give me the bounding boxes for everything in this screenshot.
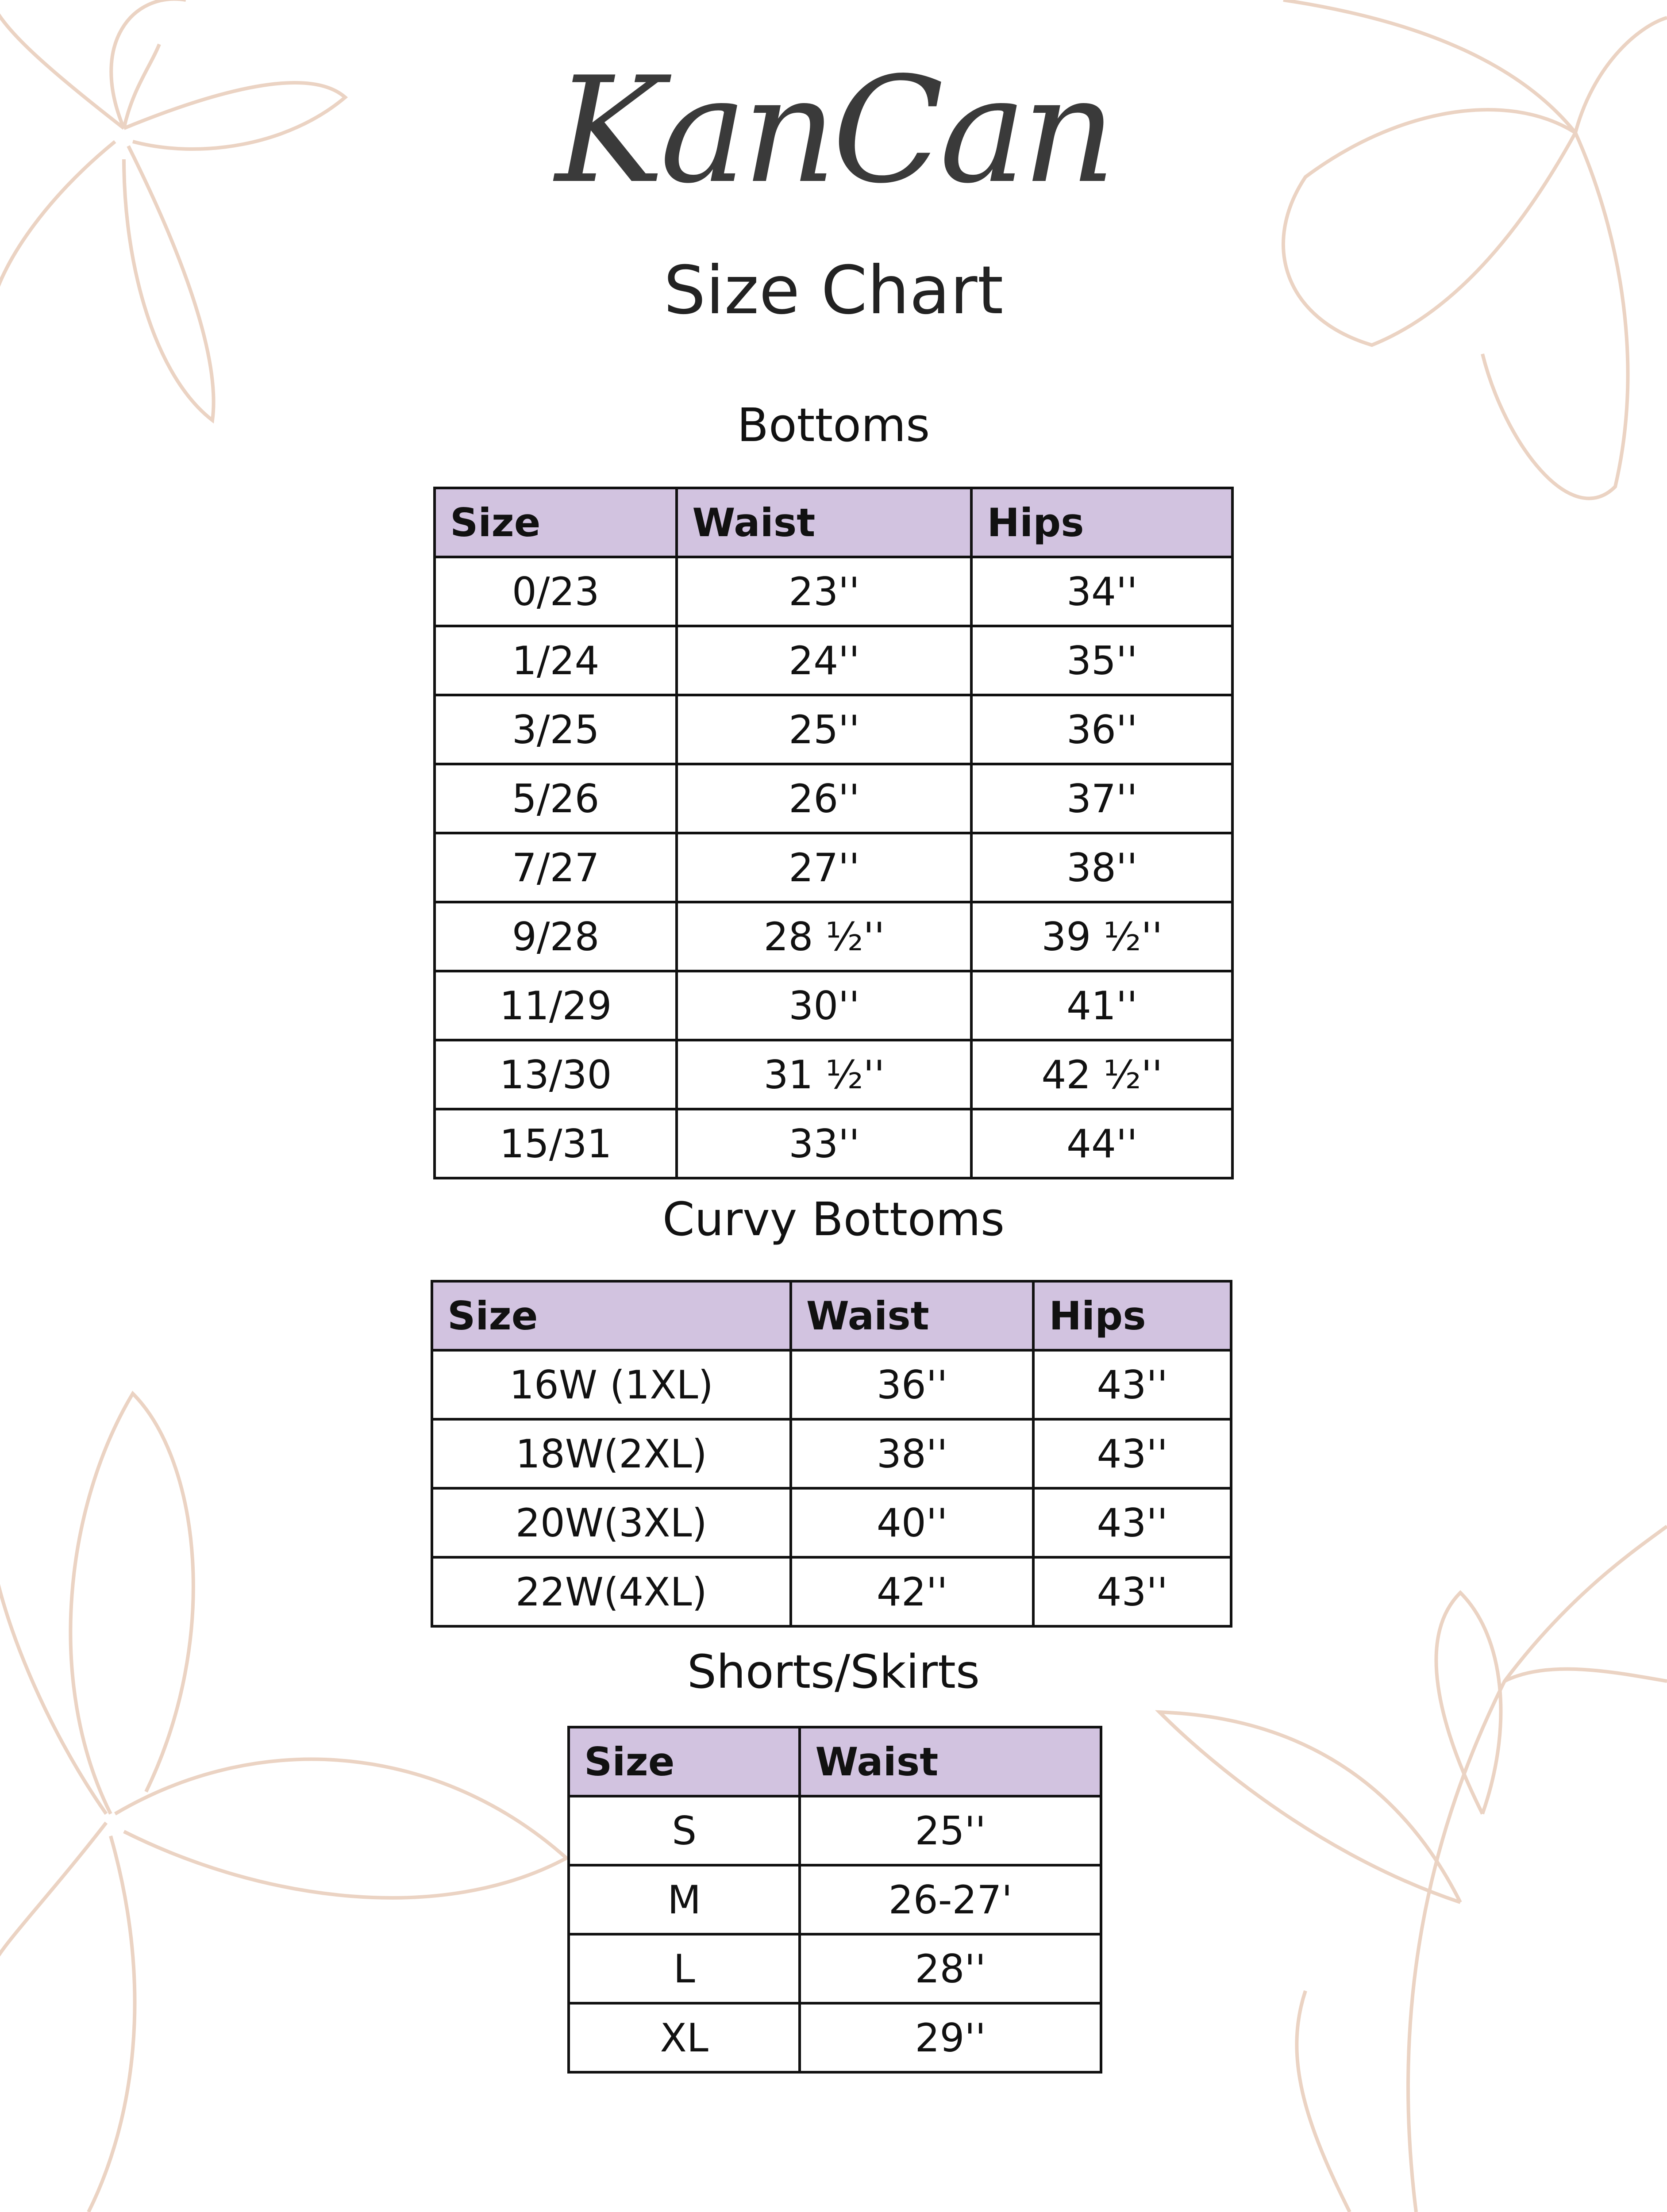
- column-header: Size: [569, 1727, 800, 1796]
- table-row: [569, 1865, 1101, 1934]
- table-cell: 13/30: [435, 1040, 677, 1109]
- page-title: Size Chart: [663, 252, 1004, 329]
- table-cell: 42 ½'': [971, 1040, 1232, 1109]
- table-cell: 0/23: [435, 557, 677, 626]
- header-row: [432, 1281, 1231, 1350]
- table-cell: 15/31: [435, 1109, 677, 1178]
- table-cell: 11/29: [435, 971, 677, 1040]
- column-header: Waist: [791, 1281, 1034, 1350]
- table-cell: 35'': [971, 626, 1232, 695]
- table-cell: 25'': [677, 695, 971, 764]
- column-header: Size: [432, 1281, 791, 1350]
- table-cell: 40'': [791, 1488, 1034, 1557]
- table-cell: 42'': [791, 1557, 1034, 1626]
- table-cell: 38'': [971, 833, 1232, 902]
- table-cell: XL: [569, 2003, 800, 2072]
- column-header: Hips: [1033, 1281, 1231, 1350]
- bottoms-title: Bottoms: [737, 398, 930, 452]
- table-cell: 41'': [971, 971, 1232, 1040]
- table-cell: 5/26: [435, 764, 677, 833]
- table-cell: 43'': [1033, 1419, 1231, 1488]
- table-row: [435, 1109, 1232, 1178]
- table-cell: S: [569, 1796, 800, 1865]
- table-cell: 33'': [677, 1109, 971, 1178]
- table-cell: 43'': [1033, 1350, 1231, 1419]
- table-cell: 38'': [791, 1419, 1034, 1488]
- table-row: [432, 1419, 1231, 1488]
- table-cell: 25'': [800, 1796, 1101, 1865]
- bottoms-table: [433, 487, 1234, 1179]
- table-cell: 43'': [1033, 1557, 1231, 1626]
- header-row: [569, 1727, 1101, 1796]
- table-cell: 28'': [800, 1934, 1101, 2003]
- table-cell: 36'': [791, 1350, 1034, 1419]
- table-cell: 1/24: [435, 626, 677, 695]
- table-cell: 31 ½'': [677, 1040, 971, 1109]
- leaves-bottom-right: [1159, 1526, 1667, 2212]
- table-row: [569, 1934, 1101, 2003]
- table-row: [569, 1796, 1101, 1865]
- table-cell: 18W(2XL): [432, 1419, 791, 1488]
- table-cell: 30'': [677, 971, 971, 1040]
- table-row: [569, 2003, 1101, 2072]
- table-row: [435, 1040, 1232, 1109]
- table-row: [435, 557, 1232, 626]
- curvy-bottoms-title: Curvy Bottoms: [662, 1192, 1005, 1246]
- table-cell: 39 ½'': [971, 902, 1232, 971]
- column-header: Size: [435, 488, 677, 557]
- curvy-bottoms-table: [431, 1280, 1232, 1628]
- column-header: Waist: [677, 488, 971, 557]
- table-row: [435, 764, 1232, 833]
- table-row: [435, 695, 1232, 764]
- table-cell: 36'': [971, 695, 1232, 764]
- table-cell: 23'': [677, 557, 971, 626]
- table-row: [432, 1350, 1231, 1419]
- table-cell: 22W(4XL): [432, 1557, 791, 1626]
- table-cell: 28 ½'': [677, 902, 971, 971]
- table-cell: 9/28: [435, 902, 677, 971]
- table-cell: 24'': [677, 626, 971, 695]
- table-row: [432, 1488, 1231, 1557]
- table-cell: 26-27': [800, 1865, 1101, 1934]
- table-cell: 7/27: [435, 833, 677, 902]
- table-cell: 26'': [677, 764, 971, 833]
- column-header: Hips: [971, 488, 1232, 557]
- table-row: [435, 833, 1232, 902]
- shorts-skirts-title: Shorts/Skirts: [687, 1645, 980, 1699]
- table-cell: 27'': [677, 833, 971, 902]
- table-cell: 44'': [971, 1109, 1232, 1178]
- table-cell: 20W(3XL): [432, 1488, 791, 1557]
- table-cell: 16W (1XL): [432, 1350, 791, 1419]
- table-cell: 29'': [800, 2003, 1101, 2072]
- table-cell: L: [569, 1934, 800, 2003]
- table-cell: 34'': [971, 557, 1232, 626]
- table-row: [435, 902, 1232, 971]
- shorts-skirts-table: [567, 1726, 1102, 2074]
- table-cell: M: [569, 1865, 800, 1934]
- table-row: [435, 626, 1232, 695]
- table-row: [432, 1557, 1231, 1626]
- table-cell: 43'': [1033, 1488, 1231, 1557]
- column-header: Waist: [800, 1727, 1101, 1796]
- table-cell: 3/25: [435, 695, 677, 764]
- header-row: [435, 488, 1232, 557]
- table-row: [435, 971, 1232, 1040]
- brand-logo: KanCan: [555, 46, 1112, 215]
- table-cell: 37'': [971, 764, 1232, 833]
